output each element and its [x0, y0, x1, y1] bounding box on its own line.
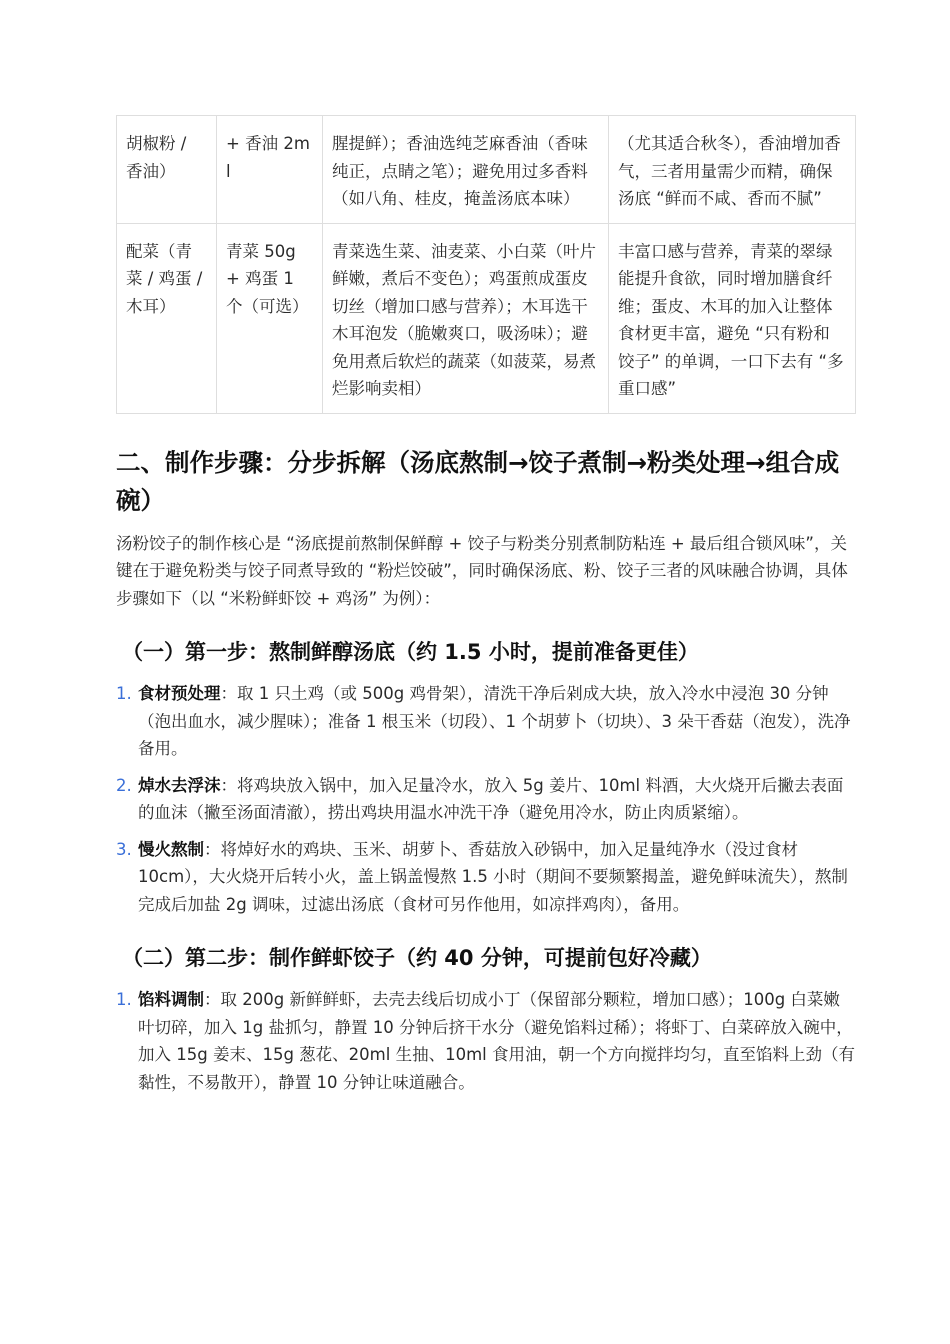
ingredient-name-cell: 配菜（青菜 / 鸡蛋 / 木耳）	[117, 223, 217, 413]
list-item	[116, 680, 855, 763]
list-item	[116, 986, 855, 1096]
list-text: ：将鸡块放入锅中，加入足量冷水，放入 5g 姜片、10ml 料酒，大火烧开后撇去表面的血沫（撇至汤面清澈），捞出鸡块用温水冲洗干净（避免用冷水，防止肉质紧缩）。	[138, 775, 844, 822]
list-term: 馅料调制	[138, 990, 204, 1009]
list-number: 3.	[116, 839, 132, 859]
step-1-heading: （一）第一步：熬制鲜醇汤底（约 1.5 小时，提前准备更佳）	[122, 640, 699, 664]
ingredient-amount-cell: 青菜 50g + 鸡蛋 1 个（可选）	[217, 223, 323, 413]
list-term: 食材预处理	[138, 684, 221, 703]
table-row	[117, 223, 856, 413]
ingredient-amount-cell: + 香油 2ml	[217, 116, 323, 224]
list-term: 焯水去浮沫	[138, 775, 221, 795]
ingredient-name-cell: 胡椒粉 / 香油）	[117, 116, 217, 224]
section-title: 二、制作步骤：分步拆解（汤底熬制→饺子煮制→粉类处理→组合成碗）	[116, 447, 840, 515]
ingredients-table	[116, 115, 856, 414]
step-2-list	[116, 986, 855, 1096]
list-item	[116, 836, 855, 919]
list-text: ：将焯好水的鸡块、玉米、胡萝卜、香菇放入砂锅中，加入足量纯净水（没过食材 10cm），大火烧开后转小火，盖上锅盖慢熬 1.5 小时（期间不要频繁揭盖，避免鲜味流失），熬制完成后加盐 2g 调味，过滤出汤底（食材可另作他用，如凉拌鸡肉），备用。	[138, 839, 848, 914]
ingredient-tips-cell: 青菜选生菜、油麦菜、小白菜（叶片鲜嫩，煮后不变色）；鸡蛋煎成蛋皮切丝（增加口感与营养）；木耳选干木耳泡发（脆嫩爽口，吸汤味）；避免用煮后软烂的蔬菜（如菠菜，易煮烂影响卖相）	[323, 223, 609, 413]
ingredient-effect-cell: （尤其适合秋冬），香油增加香气，三者用量需少而精，确保汤底 “鲜而不咸、香而不腻”	[609, 116, 856, 224]
list-number: 1.	[116, 990, 132, 1009]
document-page	[116, 115, 855, 1105]
table-row	[117, 116, 856, 224]
ingredient-tips-cell: 腥提鲜）；香油选纯芝麻香油（香味纯正，点睛之笔）；避免用过多香料（如八角、桂皮，掩盖汤底本味）	[323, 116, 609, 224]
list-item	[116, 772, 855, 827]
ingredient-effect-cell: 丰富口感与营养，青菜的翠绿能提升食欲，同时增加膳食纤维；蛋皮、木耳的加入让整体食材更丰富，避免 “只有粉和饺子” 的单调，一口下去有 “多重口感”	[609, 223, 856, 413]
list-number: 1.	[116, 684, 132, 703]
step-1-list	[116, 680, 855, 918]
list-term: 慢火熬制	[138, 839, 204, 859]
section-intro: 汤粉饺子的制作核心是 “汤底提前熬制保鲜醇 + 饺子与粉类分别煮制防粘连 + 最后组合锁风味”，关键在于避免粉类与饺子同煮导致的 “粉烂饺破”，同时确保汤底、粉、饺子三者的风味融合协调，具体步骤如下（以 “米粉鲜虾饺 + 鸡汤” 为例）：	[116, 533, 848, 608]
list-text: ：取 200g 新鲜鲜虾，去壳去线后切成小丁（保留部分颗粒，增加口感）；100g 白菜嫩叶切碎，加入 1g 盐抓匀，静置 10 分钟后挤干水分（避免馅料过稀）；将虾丁、白菜碎放入碗中，加入 15g 姜末、15g 葱花、20ml 生抽、10ml 食用油，朝一个方向搅拌均匀，直至馅料上劲（有黏性，不易散开），静置 10 分钟让味道融合。	[138, 990, 855, 1092]
list-number: 2.	[116, 775, 132, 795]
list-text: ：取 1 只土鸡（或 500g 鸡骨架），清洗干净后剁成大块，放入冷水中浸泡 30 分钟（泡出血水，减少腥味）；准备 1 根玉米（切段）、1 个胡萝卜（切块）、3 朵干香菇（泡发），洗净备用。	[138, 684, 851, 758]
step-2-heading: （二）第二步：制作鲜虾饺子（约 40 分钟，可提前包好冷藏）	[122, 946, 712, 970]
